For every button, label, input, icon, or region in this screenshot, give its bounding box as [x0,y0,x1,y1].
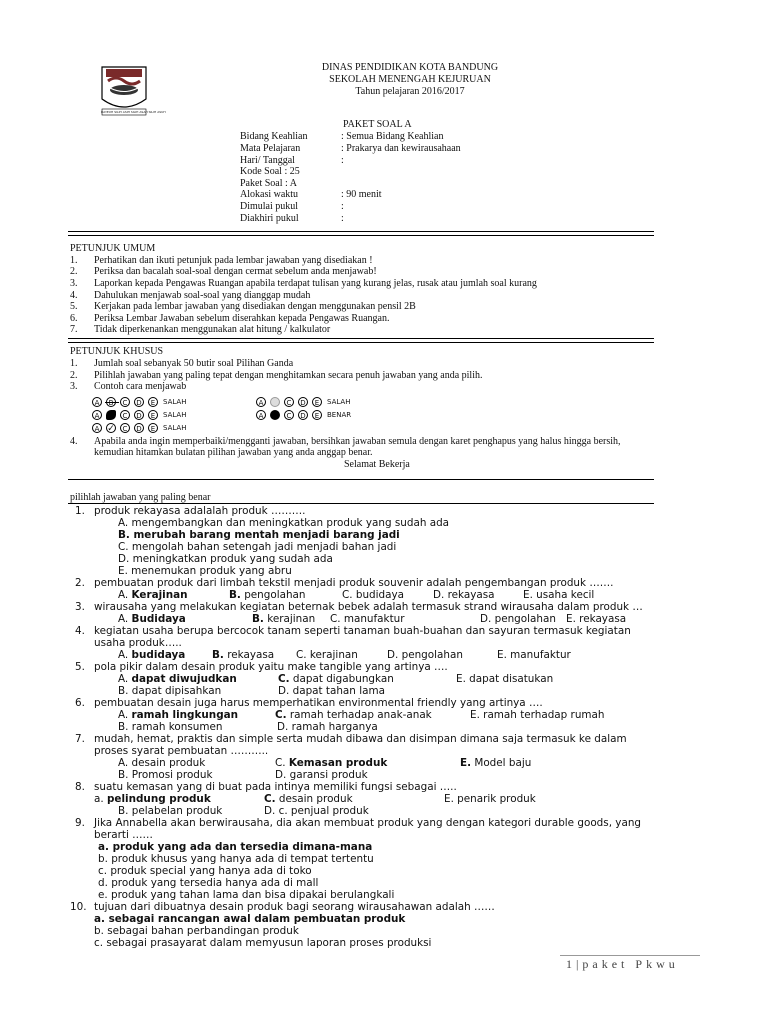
option-text: ramah terhadap anak-anak [289,709,432,721]
option: E. usaha kecil [523,589,595,601]
question-text: pola pikir dalam desain produk yaitu make tangible yang artinya …. [94,661,448,673]
question-number: 2. [75,577,85,589]
question-text: Jika Annabella akan berwirausaha, dia akan membuat produk yang dengan kategori durable goods, yang [94,817,641,829]
salah-label: SALAH [163,398,187,406]
option: D. pengolahan [387,649,463,661]
header-agency: DINAS PENDIDIKAN KOTA BANDUNG [321,62,499,73]
option-correct: Kerajinan [131,589,188,601]
info-value: : Prakarya dan kewirausahaan [341,143,461,154]
list-item: 2. Pilihlah jawaban yang paling tepat dengan menghitamkan secara penuh jawaban yang anda pilih. [70,370,483,381]
question-text: produk rekayasa adalalah produk ………. [94,505,306,517]
question-number: 10. [70,901,87,913]
list-item: 5. Kerjakan pada lembar jawaban yang disediakan dengan menggunakan pensil 2B [70,301,416,312]
option-correct: Kemasan produk [288,757,388,769]
option-correct: Budidaya [131,613,186,625]
option: D. dapat tahan lama [278,685,385,697]
example-row-wrong-1 [92,396,186,408]
footer-text: paket Pkwu [582,957,679,971]
page-footer [566,957,679,972]
bubble: C [120,397,130,407]
question-number: 9. [75,817,85,829]
list-item-text: Contoh cara menjawab [94,381,187,392]
option [264,793,353,805]
option: D. meningkatkan produk yang sudah ada [118,553,333,565]
list-item: 4. Apabila anda ingin memperbaiki/mengganti jawaban, bersihkan jawaban semula dengan karet penghapus yang halus hingga bersih, [70,436,621,447]
bubble: C [284,410,294,420]
question-text: mudah, hemat, praktis dan simple serta mudah dibawa dan disimpan dimana saja termasuk ke dalam [94,733,627,745]
option: D. pengolahan [480,613,556,625]
bubble-filled [270,410,280,420]
option-correct: ramah lingkungan [131,709,239,721]
bubble: A [92,397,102,407]
option: c. sebagai prasayarat dalam memyusun laporan proses produksi [94,937,432,949]
bubble: D [298,397,308,407]
bubble: E [148,423,158,433]
question-text: pembuatan desain juga harus memperhatikan environmental friendly yang artinya …. [94,697,543,709]
option: E. ramah terhadap rumah [470,709,605,721]
option: C. manufaktur [330,613,405,625]
example-row-wrong-3 [92,422,186,434]
petunjuk-khusus-title: PETUNJUK KHUSUS [70,346,164,357]
option [460,757,531,769]
question-number: 8. [75,781,85,793]
example-row-wrong-4 [256,396,350,408]
option: D. rekayasa [433,589,495,601]
option [252,613,315,625]
option [118,709,238,721]
info-label: Mata Pelajaran [240,143,301,154]
bubble: E [312,397,322,407]
bubble-letter: B [108,399,114,407]
list-item-text: Kerjakan pada lembar jawaban yang disediakan dengan menggunakan pensil 2B [94,301,416,312]
list-item: 3. Laporkan kepada Pengawas Ruangan apabila terdapat tulisan yang kurang jelas, rusak atau jumlah soal kurang [70,278,537,289]
divider [68,503,654,504]
option-letter: a. [94,793,104,805]
bubble: D [134,397,144,407]
header-school: SEKOLAH MENENGAH KEJURUAN [329,74,491,85]
option [212,649,274,661]
list-item: 2. Periksa dan bacalah soal-soal dengan cermat sebelum anda menjawab! [70,266,377,277]
option: E. manufaktur [497,649,571,661]
question-number: 4. [75,625,85,637]
option-letter: B. [212,649,224,661]
closing-text: Selamat Bekerja [344,459,410,470]
list-item-text: Periksa Lembar Jawaban sebelum diserahkan kepada Pengawas Ruangan. [94,313,390,324]
info-label: Diakhiri pukul [240,213,299,224]
option-text: pengolahan [244,589,306,601]
question-text: kegiatan usaha berupa bercocok tanam seperti tanaman buah-buahan dan sayuran termasuk kegiatan [94,625,631,637]
bubble: A [256,410,266,420]
info-label: Bidang Keahlian [240,131,308,142]
option [118,613,186,625]
option-correct: dapat diwujudkan [131,673,237,685]
check-icon: ✓ [107,424,115,434]
list-item-text: Laporkan kepada Pengawas Ruangan apabila terdapat tulisan yang kurang jelas, rusak atau jumlah soal kurang [94,278,537,289]
info-label: Paket Soal : A [240,178,297,189]
footer-separator: | [576,957,583,971]
option-letter: A. [118,589,132,601]
salah-label: SALAH [163,411,187,419]
question-text: pembuatan produk dari limbah tekstil menjadi produk souvenir adalah pengembangan produk ……. [94,577,614,589]
question-number: 6. [75,697,85,709]
bubble: C [120,423,130,433]
bubble: A [92,410,102,420]
info-label: Dimulai pukul [240,201,299,212]
option: D. c. penjual produk [264,805,369,817]
option: D. ramah harganya [277,721,378,733]
option-letter: B. [252,613,264,625]
benar-label: BENAR [327,411,352,419]
option-text: kerajinan [267,613,316,625]
list-item-text: Apabila anda ingin memperbaiki/mengganti jawaban, bersihkan jawaban semula dengan karet penghapus yang halus hingga bersih, [94,436,621,447]
option: C. kerajinan [296,649,358,661]
bubble: E [148,410,158,420]
option: E. dapat disatukan [456,673,554,685]
salah-label: SALAH [327,398,351,406]
option: C. mengolah bahan setengah jadi menjadi bahan jadi [118,541,397,553]
option-text: desain produk [278,793,353,805]
list-item: 1. Perhatikan dan ikuti petunjuk pada lembar jawaban yang disediakan ! [70,255,373,266]
option: D. garansi produk [275,769,368,781]
bubble: A [256,397,266,407]
question-text: proses syarat pembuatan ……….. [94,745,269,757]
option [278,673,394,685]
example-row-correct [256,409,351,421]
bubble: A [92,423,102,433]
option: b. sebagai bahan perbandingan produk [94,925,299,937]
list-item-text: Jumlah soal sebanyak 50 butir soal Pilihan Ganda [94,358,294,369]
option-letter: C. [275,757,286,769]
option: B. dapat dipisahkan [118,685,222,697]
bubble-crossed [106,397,116,407]
list-item: 6. Periksa Lembar Jawaban sebelum diserahkan kepada Pengawas Ruangan. [70,313,390,324]
question-number: 7. [75,733,85,745]
divider [68,338,654,343]
list-item-text: Perhatikan dan ikuti petunjuk pada lembar jawaban yang disediakan ! [94,255,373,266]
option [275,709,432,721]
bubble-grey [270,397,280,407]
bubble: D [298,410,308,420]
list-item: 3. Contoh cara menjawab [70,381,187,392]
logo-motto: DAYEUH SILIH ASIH SILIH ASAH SILIH ASUH [101,110,166,114]
list-item: 4. Dahulukan menjawab soal-soal yang dianggap mudah [70,290,311,301]
option-correct: a. produk yang ada dan tersedia dimana-mana [98,841,373,853]
option: E. rekayasa [566,613,627,625]
question-number: 3. [75,601,85,613]
option [94,793,211,805]
option: E. penarik produk [444,793,536,805]
list-item: 7. Tidak diperkenankan menggunakan alat hitung / kalkulator [70,324,331,335]
option-letter: C. [278,673,290,685]
instruction: pilihlah jawaban yang paling benar [70,492,211,503]
info-value: : [341,155,344,166]
info-value: : [341,213,344,224]
info-label: Kode Soal : 25 [240,166,300,177]
question-text: suatu kemasan yang di buat pada intinya memiliki fungsi sebagai ….. [94,781,457,793]
info-label: Alokasi waktu [240,189,299,200]
option-letter: B. [229,589,241,601]
option: E. menemukan produk yang abru [118,565,292,577]
salah-label: SALAH [163,424,187,432]
question-text: berarti …… [94,829,153,841]
question-text: tujuan dari dibuatnya desain produk bagi seorang wirausahawan adalah …… [94,901,495,913]
question-number: 5. [75,661,85,673]
option-letter: C. [275,709,287,721]
option: d. produk yang tersedia hanya ada di mall [98,877,319,889]
option: B. Promosi produk [118,769,213,781]
option [118,589,188,601]
bubble: D [134,410,144,420]
question-text: usaha produk….. [94,637,182,649]
info-value: : Semua Bidang Keahlian [341,131,444,142]
bubble-partial [106,410,116,420]
option [229,589,306,601]
option-letter: A. [118,673,129,685]
list-item: 1. Jumlah soal sebanyak 50 butir soal Pilihan Ganda [70,358,294,369]
option-correct: B. merubah barang mentah menjadi barang jadi [118,529,400,541]
question-number: 1. [75,505,85,517]
option: A. desain produk [118,757,206,769]
question-text: wirausaha yang melakukan kegiatan beternak bebek adalah termasuk strand wirausaha dalam produk … [94,601,643,613]
option [118,649,185,661]
footer-divider [560,955,700,956]
paket-title: PAKET SOAL A [343,119,412,130]
option-text: dapat digabungkan [292,673,394,685]
page-number: 1 [566,957,576,971]
list-item-text: Dahulukan menjawab soal-soal yang dianggap mudah [94,290,311,301]
option: c. produk special yang hanya ada di toko [98,865,312,877]
option-letter: C. [264,793,276,805]
list-item-text: Pilihlah jawaban yang paling tepat dengan menghitamkan secara penuh jawaban yang anda pilih. [94,370,483,381]
bubble: E [312,410,322,420]
option-letter: E. [460,757,472,769]
list-item-text: kemudian hitamkan bulatan pilihan jawaban yang anda anggap benar. [94,447,373,458]
option-letter: A. [118,613,129,625]
list-item-text: Tidak diperkenankan menggunakan alat hitung / kalkulator [94,324,331,335]
option-correct: budidaya [131,649,186,661]
bubble: C [284,397,294,407]
option-letter: A. [118,649,129,661]
list-item-text: Periksa dan bacalah soal-soal dengan cermat sebelum anda menjawab! [94,266,377,277]
option-correct: pelindung produk [106,793,211,805]
petunjuk-umum-title: PETUNJUK UMUM [70,243,156,254]
option: B. ramah konsumen [118,721,223,733]
option-text: Model baju [474,757,532,769]
option: b. produk khusus yang hanya ada di tempat tertentu [98,853,374,865]
option-correct: a. sebagai rancangan awal dalam pembuatan produk [94,913,406,925]
option [118,673,237,685]
info-value: : [341,201,344,212]
option [275,757,387,769]
option: A. mengembangkan dan meningkatkan produk yang sudah ada [118,517,450,529]
header-year: Tahun pelajaran 2016/2017 [355,86,465,97]
option: B. pelabelan produk [118,805,223,817]
bubble: E [148,397,158,407]
option-text: rekayasa [227,649,275,661]
option-letter: A. [118,709,129,721]
bubble: C [120,410,130,420]
example-row-wrong-2 [92,409,186,421]
info-label: Hari/ Tanggal [240,155,295,166]
info-value: : 90 menit [341,189,382,200]
bubble: D [134,423,144,433]
option: e. produk yang tahan lama dan bisa dipakai berulangkali [98,889,395,901]
option: C. budidaya [342,589,405,601]
divider [68,231,654,236]
divider [68,479,654,480]
